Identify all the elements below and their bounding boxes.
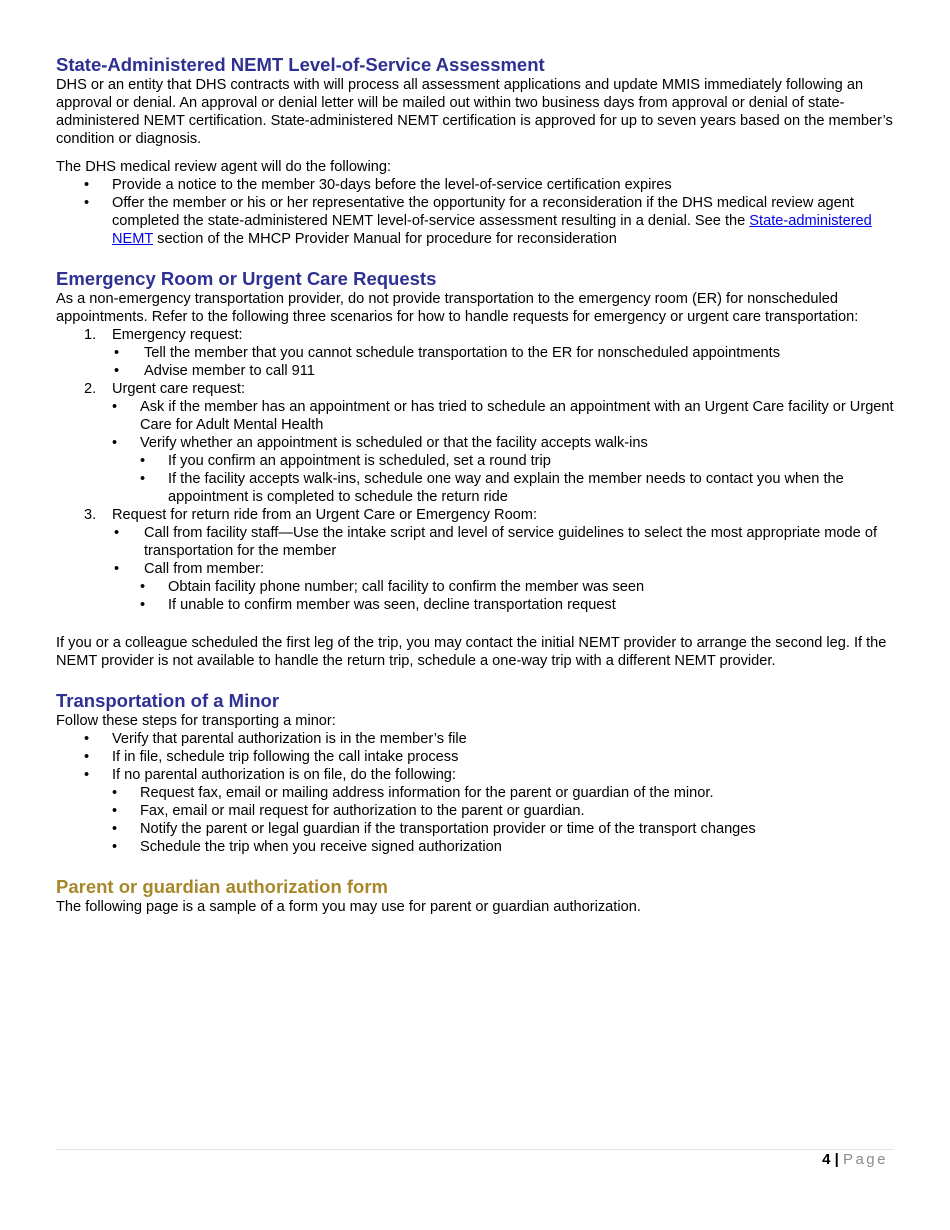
list-item: • Offer the member or his or her representative the opportunity for a reconsideration if the DHS medical review agent completed the state-administered NEMT level-of-service assessment resulting in a denial. See the State-administered NEMT section of the MHCP Provider Manual for procedure for reconsideration [84, 195, 872, 247]
list-item: • Fax, email or mail request for authorization to the parent or guardian. [112, 803, 585, 819]
bullet-marker: • [114, 345, 120, 361]
bullet-marker: • [112, 821, 118, 837]
bullet-marker: • [84, 195, 90, 211]
page-label: Page [842, 1151, 888, 1168]
paragraph-minor-intro: Follow these steps for transporting a minor: [56, 713, 336, 729]
paragraph-return-trip: If you or a colleague scheduled the first leg of the trip, you may contact the initial NEMT provider to arrange the second leg. If the NEMT provider is not available to handle the return trip, schedule a one-way trip with a different NEMT provider. [56, 635, 887, 669]
footer-separator: | [834, 1151, 839, 1168]
bullet-marker: • [112, 435, 118, 451]
list-number: 2. [84, 381, 97, 397]
heading-nemt-assessment: State-Administered NEMT Level-of-Service Assessment [56, 54, 545, 75]
bullet-marker: • [112, 785, 118, 801]
paragraph-er-intro: As a non-emergency transportation provider, do not provide transportation to the emergency room (ER) for nonscheduled appointments. Refer to the following three scenarios for how to handle requests for emergency or urgent care transportation: [56, 291, 859, 325]
list-item: • If in file, schedule trip following the call intake process [84, 749, 459, 765]
list-item: 1. Emergency request: [84, 327, 243, 343]
bullet-marker: • [84, 731, 90, 747]
list-item: • Ask if the member has an appointment or has tried to schedule an appointment with an Urgent Care facility or Urgent Care for Adult Mental Health [112, 399, 894, 433]
footer-divider [56, 1149, 894, 1150]
list-item: • Notify the parent or legal guardian if the transportation provider or time of the transport changes [112, 821, 756, 837]
bullet-marker: • [140, 579, 146, 595]
list-item: • Schedule the trip when you receive signed authorization [112, 839, 502, 855]
heading-er-urgent-care: Emergency Room or Urgent Care Requests [56, 268, 437, 289]
paragraph-assessment: DHS or an entity that DHS contracts with will process all assessment applications and update MMIS immediately following an approval or denial. An approval or denial letter will be mailed out within two business days from approval or denial of state-administered NEMT certification. State-administered NEMT certification is approved for up to seven years based on the member’s condition or diagnosis. [56, 77, 893, 147]
state-administered-nemt-link[interactable]: State-administered NEMT [112, 213, 872, 247]
list-item: • Advise member to call 911 [114, 363, 315, 379]
heading-authorization-form: Parent or guardian authorization form [56, 876, 388, 897]
list-number: 3. [84, 507, 97, 523]
bullet-marker: • [84, 767, 90, 783]
document-page [56, 54, 896, 916]
list-item: 2. Urgent care request: [84, 381, 246, 397]
page-footer [822, 1151, 888, 1169]
bullet-marker: • [112, 839, 118, 855]
bullet-marker: • [114, 525, 120, 541]
list-item: • If unable to confirm member was seen, decline transportation request [140, 597, 616, 613]
paragraph-authorization-form: The following page is a sample of a form you may use for parent or guardian authorization. [56, 899, 641, 915]
bullet-marker: • [112, 803, 118, 819]
bullet-marker: • [114, 561, 120, 577]
bullet-marker: • [140, 453, 146, 469]
page-number: 4 [822, 1151, 831, 1168]
list-number: 1. [84, 327, 97, 343]
list-item: • Call from member: [114, 561, 265, 577]
list-item: • Provide a notice to the member 30-days before the level-of-service certification expires [84, 177, 672, 193]
list-item: • Tell the member that you cannot schedule transportation to the ER for nonscheduled appointments [114, 345, 781, 361]
list-item: • If the facility accepts walk-ins, schedule one way and explain the member needs to contact you when the appointment is completed to schedule the return ride [140, 471, 844, 505]
list-item: • Request fax, email or mailing address information for the parent or guardian of the minor. [112, 785, 714, 801]
list-item: • If no parental authorization is on file, do the following: [84, 767, 456, 783]
list-item: • Obtain facility phone number; call facility to confirm the member was seen [140, 579, 645, 595]
list-item: • If you confirm an appointment is scheduled, set a round trip [140, 453, 551, 469]
bullet-marker: • [114, 363, 120, 379]
list-item: 3. Request for return ride from an Urgent Care or Emergency Room: [84, 507, 538, 523]
bullet-marker: • [84, 749, 90, 765]
paragraph-review-agent-intro: The DHS medical review agent will do the following: [56, 159, 392, 175]
list-item: • Call from facility staff—Use the intake script and level of service guidelines to select the most appropriate mode of transportation for the member [114, 525, 878, 559]
bullet-marker: • [140, 597, 146, 613]
list-item: • Verify whether an appointment is scheduled or that the facility accepts walk-ins [112, 435, 648, 451]
list-item: • Verify that parental authorization is in the member’s file [84, 731, 467, 747]
bullet-marker: • [84, 177, 90, 193]
bullet-marker: • [112, 399, 118, 415]
heading-transport-minor: Transportation of a Minor [56, 690, 280, 711]
bullet-marker: • [140, 471, 146, 487]
